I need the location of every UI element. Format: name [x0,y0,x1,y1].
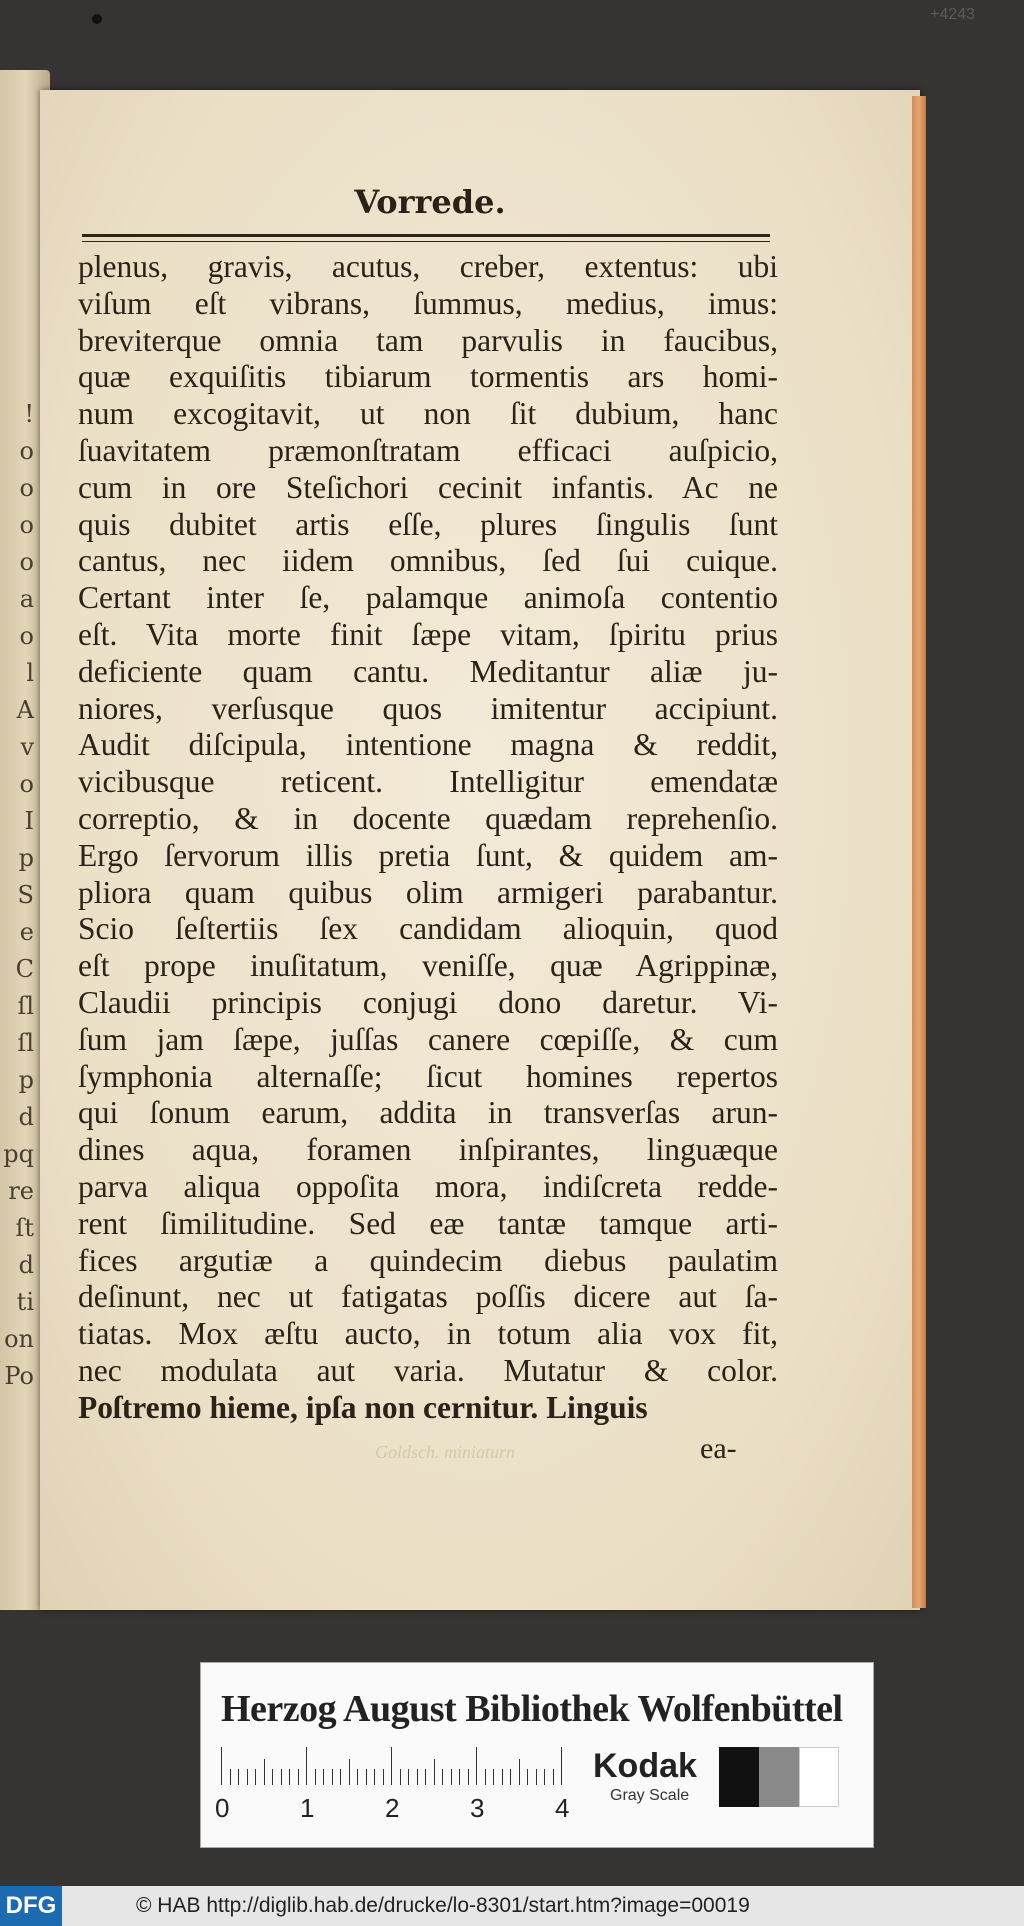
left-leaf-fragment: p [18,844,34,872]
ruler-tick [264,1759,265,1785]
header-rule [82,234,770,242]
ruler-tick [323,1769,324,1785]
faint-stamp: Goldsch. miniaturn [375,1442,516,1462]
shelf-mark: +4243 [930,6,975,23]
ruler-tick [247,1769,248,1785]
ruler-tick [434,1759,435,1785]
text-line: fices argutiæ a quindecim diebus paulatim [78,1242,778,1278]
left-leaf-fragment: re [8,1177,34,1205]
ruler-tick [298,1769,299,1785]
ruler-tick [527,1769,528,1785]
text-line: Certant inter ſe, palamque animoſa contentio [78,580,778,616]
ruler-tick [502,1769,503,1785]
left-leaf-fragment: ti [16,1288,34,1316]
text-line: cum in ore Steſichori cecinit infantis. Ac ne [78,469,778,505]
ruler-tick [408,1769,409,1785]
ruler-tick [238,1769,239,1785]
ruler-tick [349,1759,350,1785]
text-line: vicibusque reticent. Intelligitur emendatæ [78,764,778,800]
text-line: quæ exquiſitis tibiarum tormentis ars homi- [78,359,778,395]
left-leaf-fragment: pq [3,1140,34,1168]
body-text [78,249,778,1427]
ruler-tick [281,1769,282,1785]
ruler-tick [366,1769,367,1785]
text-line: Claudii principis conjugi dono daretur. Vi- [78,984,778,1020]
text-line: num excogitavit, ut non ſit dubium, hanc [78,396,778,432]
ruler-number: 2 [385,1793,400,1823]
left-leaf-fragment: o [19,474,34,502]
ruler-number: 1 [300,1793,315,1823]
running-head: Vorrede. [354,183,506,221]
text-line: deficiente quam cantu. Meditantur aliæ ju- [78,653,778,689]
text-line: eſt prope inuſitatum, veniſſe, quæ Agrippinæ, [78,948,778,984]
ruler-tick [357,1769,358,1785]
left-leaf-fragment: v [20,733,34,761]
ruler-tick [561,1747,562,1785]
text-line: ſymphonia alternaſſe; ſicut homines repertos [78,1058,778,1094]
ruler-tick [553,1769,554,1785]
ruler-tick [221,1747,222,1785]
text-line: Ergo ſervorum illis pretia ſunt, & quidem am- [78,837,778,873]
ruler-tick [442,1769,443,1785]
ruler-tick [400,1769,401,1785]
left-leaf-fragment: a [19,585,34,613]
ruler-tick [510,1769,511,1785]
gray-scale-label: Gray Scale [610,1787,690,1804]
ruler-tick [536,1769,537,1785]
ruler-tick [544,1769,545,1785]
ruler-number: 4 [555,1793,570,1823]
text-line: Audit diſcipula, intentione magna & reddit, [78,727,778,763]
ruler-tick [230,1769,231,1785]
left-leaf-text-fragments [0,400,40,1399]
text-line: dines aqua, foramen inſpirantes, linguæque [78,1132,778,1168]
left-leaf-fragment: e [19,918,34,946]
ink-dot [92,14,102,24]
text-line: cantus, nec iidem omnibus, ſed ſui cuique. [78,543,778,579]
copyright-url[interactable]: © HAB http://diglib.hab.de/drucke/lo-8301/start.htm?image=00019 [136,1894,750,1917]
ruler-tick [383,1769,384,1785]
ruler-tick [493,1769,494,1785]
text-line: ſum jam ſæpe, juſſas canere cœpiſſe, & cum [78,1021,778,1057]
ruler-tick [476,1747,477,1785]
kodak-logo: Kodak [593,1747,697,1785]
ruler-tick [272,1769,273,1785]
left-leaf-fragment: ! [24,400,34,428]
left-leaf-fragment: d [18,1251,34,1279]
reference-card [200,1662,874,1848]
left-leaf-fragment: d [18,1103,34,1131]
ruler-tick [417,1769,418,1785]
text-line: deſinunt, nec ut fatigatas poſſis dicere aut ſa- [78,1279,778,1315]
measure-ruler [215,1743,570,1823]
ruler-tick [391,1747,392,1785]
gray-swatch-black [719,1747,759,1807]
ruler-tick [306,1747,307,1785]
text-line: correptio, & in docente quædam reprehenſio. [78,800,778,836]
left-leaf-fragment: ſt [15,1214,34,1242]
left-leaf-fragment: S [17,881,34,909]
left-leaf-fragment: o [19,622,34,650]
left-leaf-fragment: o [19,770,34,798]
ruler-tick [468,1769,469,1785]
left-leaf-fragment: p [18,1066,34,1094]
left-leaf-fragment: A [16,696,34,724]
ruler-tick [459,1769,460,1785]
left-leaf-fragment: Po [4,1362,34,1390]
text-line: eſt. Vita morte finit ſæpe vitam, ſpiritu prius [78,616,778,652]
catchword: ea- [700,1432,737,1465]
ruler-number: 0 [215,1793,230,1823]
ruler-tick [340,1769,341,1785]
ruler-tick [519,1759,520,1785]
left-leaf-fragment: I [24,807,34,835]
ruler-tick [289,1769,290,1785]
library-name: Herzog August Bibliothek Wolfenbüttel [221,1688,843,1730]
ruler-tick [315,1769,316,1785]
left-leaf-fragment: l [26,659,34,687]
dfg-logo: DFG [0,1886,62,1926]
left-leaf-fragment: o [19,437,34,465]
text-line: tiatas. Mox æſtu aucto, in totum alia vox fit, [78,1316,778,1352]
ruler-tick [332,1769,333,1785]
text-line: plenus, gravis, acutus, creber, extentus: ubi [78,249,778,284]
left-leaf-fragment: ſl [17,1029,34,1057]
left-leaf-fragment: on [4,1325,34,1353]
text-line: parva aliqua oppoſita mora, indiſcreta redde- [78,1168,778,1204]
left-leaf-fragment: C [15,955,34,983]
gray-swatch-mid [759,1747,799,1807]
ruler-tick [451,1769,452,1785]
text-line: qui ſonum earum, addita in transverſas arun- [78,1095,778,1131]
text-line: viſum eſt vibrans, ſummus, medius, imus: [78,285,778,321]
text-line: ſuavitatem præmonſtratam efficaci auſpicio, [78,432,778,468]
ruler-tick [374,1769,375,1785]
page-fore-edge [912,96,926,1608]
ruler-number: 3 [470,1793,485,1823]
text-line: nec modulata aut varia. Mutatur & color. [78,1352,778,1388]
text-line: rent ſimilitudine. Sed eæ tantæ tamque arti- [78,1205,778,1241]
ruler-tick [425,1769,426,1785]
left-leaf-fragment: ſl [17,992,34,1020]
text-line: Poſtremo hieme, ipſa non cernitur. Linguis [78,1389,648,1425]
text-line: pliora quam quibus olim armigeri parabantur. [78,874,778,910]
gray-swatch-white [799,1747,839,1807]
text-line: niores, verſusque quos imitentur accipiunt. [78,690,778,726]
ruler-tick [255,1769,256,1785]
left-leaf-fragment: o [19,548,34,576]
ruler-tick [485,1769,486,1785]
left-leaf-fragment: o [19,511,34,539]
text-line: breviterque omnia tam parvulis in faucibus, [78,322,778,358]
text-line: Scio ſeſtertiis ſex candidam alioquin, quod [78,911,778,947]
text-line: quis dubitet artis eſſe, plures ſingulis ſunt [78,506,778,542]
